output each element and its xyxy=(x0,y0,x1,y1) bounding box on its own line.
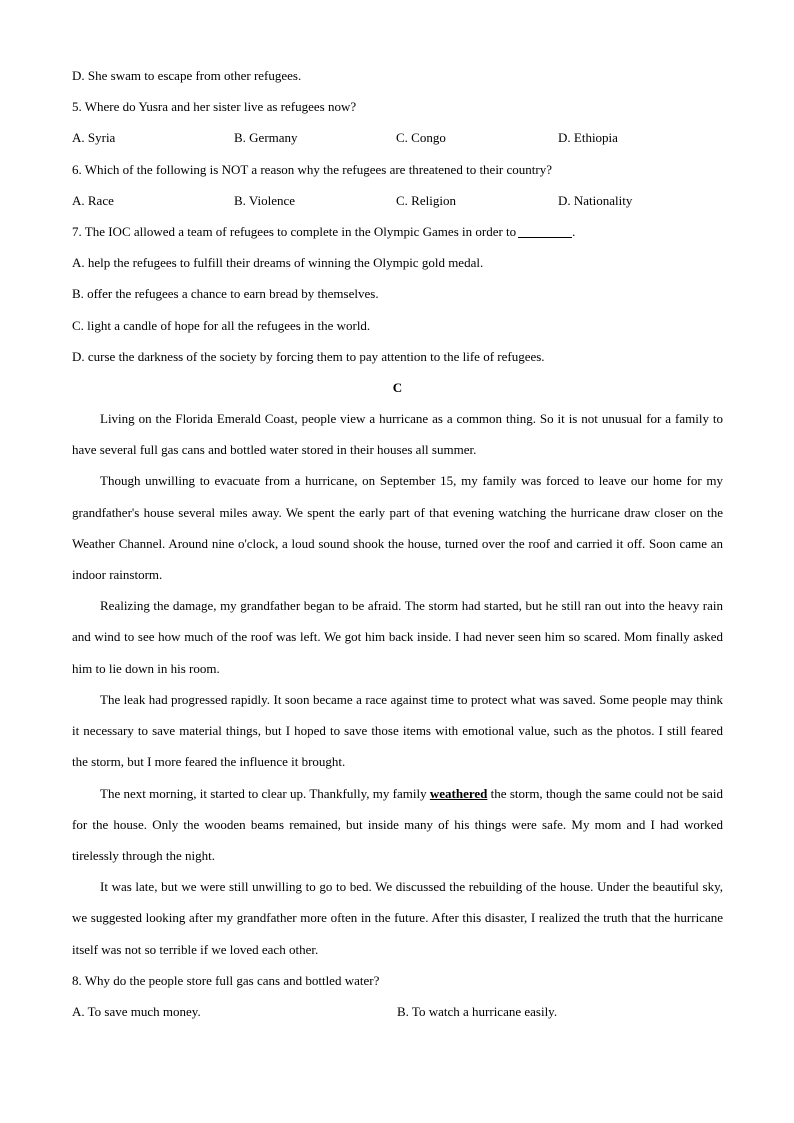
exam-page xyxy=(72,60,723,1027)
q8-option-a: A. To save much money. xyxy=(72,1003,201,1019)
q7-stem: 7. The IOC allowed a team of refugees to complete in the Olympic Games in order to xyxy=(72,223,517,239)
q6-stem: 6. Which of the following is NOT a reason why the refugees are threatened to their country? xyxy=(72,161,552,177)
q8-options xyxy=(72,996,723,1027)
q5-option-a: A. Syria xyxy=(72,130,116,146)
passage-c-paragraph-5 xyxy=(72,778,723,872)
q6-options xyxy=(72,185,723,216)
q7-answer-blank xyxy=(518,223,572,238)
q8-option-b: B. To watch a hurricane easily. xyxy=(397,1003,558,1019)
q5-option-b: B. Germany xyxy=(234,130,298,146)
q7-option-a: A. help the refugees to fulfill their dreams of winning the Olympic gold medal. xyxy=(72,255,484,271)
p5-after: the storm, though the same could not be said for the house. Only the wooden beams remained, but inside many of his things were safe. My mom and I had worked tirelessly through the night. xyxy=(72,785,723,863)
q5-option-c: C. Congo xyxy=(396,130,446,146)
q6-option-b: B. Violence xyxy=(234,192,296,208)
q7-stem-line xyxy=(72,216,723,247)
highlighted-word: weathered xyxy=(429,785,488,801)
p5-before: The next morning, it started to clear up. Thankfully, my family xyxy=(100,785,430,801)
q5-option-d: D. Ethiopia xyxy=(558,130,618,146)
q6-option-a: A. Race xyxy=(72,192,114,208)
q7-option-b: B. offer the refugees a chance to earn bread by themselves. xyxy=(72,286,379,302)
q7-option-c: C. light a candle of hope for all the refugees in the world. xyxy=(72,317,371,333)
q5-options xyxy=(72,122,723,153)
passage-c-paragraph-6: It was late, but we were still unwilling to go to bed. We discussed the rebuilding of the house. Under the beautiful sky, we suggested looking after my grandfather more often in the future. After this disaster, I realized the truth that the hurricane itself was not so terrible if we loved each other. xyxy=(72,879,723,957)
passage-c-paragraph-3: Realizing the damage, my grandfather began to be afraid. The storm had started, but he still ran out into the heavy rain and wind to see how much of the roof was left. We got him back inside. I had never seen him so scared. Mom finally asked him to lie down in his room. xyxy=(72,598,723,676)
q7-option-d: D. curse the darkness of the society by forcing them to pay attention to the life of refugees. xyxy=(72,348,545,364)
passage-c-heading: C xyxy=(392,379,403,395)
q5-stem: 5. Where do Yusra and her sister live as refugees now? xyxy=(72,99,357,115)
passage-c-paragraph-2: Though unwilling to evacuate from a hurricane, on September 15, my family was forced to leave our home for my grandfather's house several miles away. We spent the early part of that evening watching the hurricane draw closer on the Weather Channel. Around nine o'clock, a loud sound shook the house, turned over the roof and carried it off. Soon came an indoor rainstorm. xyxy=(72,473,723,583)
q6-option-d: D. Nationality xyxy=(558,192,633,208)
q8-stem: 8. Why do the people store full gas cans and bottled water? xyxy=(72,972,380,988)
q6-option-c: C. Religion xyxy=(396,192,456,208)
passage-c-paragraph-1: Living on the Florida Emerald Coast, people view a hurricane as a common thing. So it is not unusual for a family to have several full gas cans and bottled water stored in their houses all summer. xyxy=(72,411,723,458)
q4-option-d: D. She swam to escape from other refugees. xyxy=(72,68,302,83)
passage-c-paragraph-4: The leak had progressed rapidly. It soon became a race against time to protect what was saved. Some people may think it necessary to save material things, but I hoped to save those items with emotional value, such as the photos. I still feared the storm, but I more feared the influence it brought. xyxy=(72,691,723,770)
q7-stem-end: . xyxy=(572,223,576,239)
